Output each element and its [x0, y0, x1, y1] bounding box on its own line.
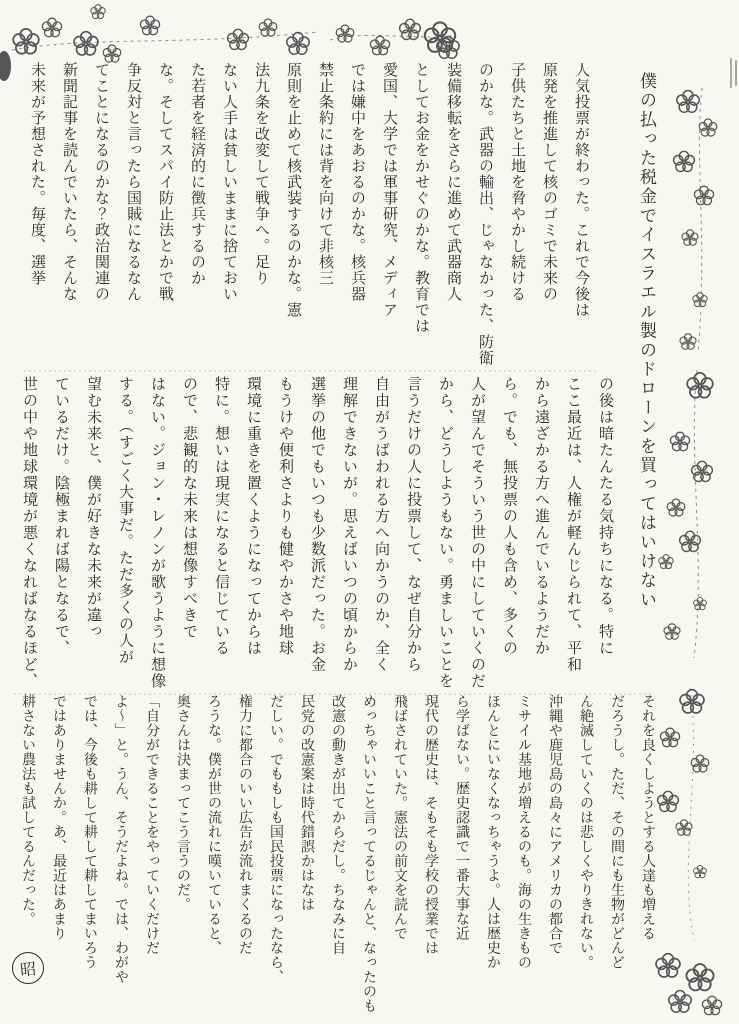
- text-column: 特に。想いは現実になると信じている: [213, 376, 231, 657]
- text-column: ているだけ。陰極まれば陽となるで、: [53, 376, 71, 657]
- text-column: な。そしてスパイ防止法とかで戦: [157, 62, 175, 302]
- text-band-middle: [14, 376, 622, 692]
- text-column: ない人手は貧しいままに捨ておい: [221, 62, 239, 302]
- text-column: 未来が予想された。毎度、選挙: [29, 62, 47, 286]
- text-column: 沖縄や鹿児島の島々にアメリカの都合で: [547, 694, 563, 955]
- text-band-top: [22, 62, 598, 368]
- text-column: 争反対と言ったら国賊になるなん: [125, 62, 143, 302]
- text-column: はない。ジョン・レノンが歌うように想像: [149, 376, 167, 690]
- text-column: 飛ばされていた。憲法の前文を読んで: [392, 694, 408, 941]
- text-column: 愛国、大学では軍事研究、メディア: [381, 62, 399, 318]
- text-column: ん絶滅していくのは悲しくやりきれない。: [578, 694, 594, 970]
- text-column: ろうな。僕が世の流れに嘆いていると、: [206, 694, 222, 955]
- text-column: 「自分ができることをやっていくだけだ: [144, 694, 160, 955]
- text-column: めっちゃいいこと言ってるじゃんと、なったのも: [361, 694, 377, 1013]
- text-column: ら学ばない。歴史認識で一番大事な近: [454, 694, 470, 941]
- plum-branch-right-icon: [656, 88, 722, 1015]
- text-column: のかな。武器の輸出、じゃなかった、防衛: [477, 62, 495, 366]
- text-column: する。（すごく大事だ。ただ多くの人が: [117, 376, 135, 666]
- text-column: 耕さない農法も試してるんだった。: [20, 694, 36, 926]
- text-column: だろうし。ただ、その間にも生物がどんど: [609, 694, 625, 970]
- text-column: 法九条を改変して戦争へ。足り: [253, 62, 271, 286]
- text-column: 原則を止めて核武装するのかな。憲: [285, 62, 303, 318]
- text-column: から、どうしようもない。勇ましいことを: [437, 376, 455, 690]
- text-column: た若者を経済的に徴兵するのか: [189, 62, 207, 286]
- text-column: では、今後も耕して耕して耕してまいろう: [82, 694, 98, 970]
- title-column: 僕の払った税金でイスラエル製のドローンを買ってはいけない: [636, 72, 656, 610]
- text-column: の後は暗たんたる気持ちになる。特に: [597, 376, 615, 657]
- text-column: よ〜」と。うん、そうだよね。では、わがや: [113, 694, 129, 984]
- text-column: 言うだけの人に投票して、なぜ自分から: [405, 376, 423, 673]
- text-column: 自由がうばわれる方へ向かうのか、全く: [373, 376, 391, 673]
- text-column: ので、悲観的な未来は想像すべきで: [181, 376, 199, 640]
- text-column: もうけや便利さよりも健やかさや地球: [277, 376, 295, 657]
- text-column: ここ最近は、人権が軽んじられて、平和: [565, 376, 583, 673]
- text-column: 禁止条約には背を向けて非核三: [317, 62, 335, 286]
- text-column: 装備移転をさらに進めて武器商人: [445, 62, 463, 302]
- text-column: 改憲の動きが出てからだし。ちなみに自: [330, 694, 346, 955]
- text-column: ら。でも、無投票の人も含め、多くの: [501, 376, 519, 657]
- text-column: 新聞記事を読んでいたら、そんな: [61, 62, 79, 302]
- text-column: 世の中や地球環境が悪くなればなるほど、: [21, 376, 39, 690]
- text-column: 環境に重きを置くようになってからは: [245, 376, 263, 657]
- text-column: 奥さんは決まってこう言うのだ。: [175, 694, 191, 912]
- text-column: ミサイル基地が増えるのも。海の生きもの: [516, 694, 532, 970]
- text-column: から遠ざかる方へ進んでいるようだか: [533, 376, 551, 657]
- text-column: 現代の歴史は、そもそも学校の授業では: [423, 694, 439, 955]
- text-column: 権力に都合のいい広告が流れまくるのだ: [237, 694, 253, 955]
- signature-character: 昭: [19, 958, 38, 980]
- text-column: としてお金をかせぐのかな。教育では: [413, 62, 431, 334]
- text-column: ほんとにいなくなっちゃうよ。人は歴史か: [485, 694, 501, 970]
- text-column: 選挙の他でもいつも少数派だった。お金: [309, 376, 327, 673]
- text-column: てことになるのかな？政治関連の: [93, 62, 111, 302]
- text-column: それを良くしようとする人達も増える: [640, 694, 656, 941]
- text-column: 子供たちと土地を脅やかし続ける: [509, 62, 527, 302]
- text-column: 望む未来と、僕が好きな未来が違っ: [85, 376, 103, 640]
- text-column: 人が望んでそういう世の中にしていくのだ: [469, 376, 487, 690]
- text-band-bottom: [12, 694, 663, 1016]
- text-column: 民党の改憲案は時代錯誤かはなは: [299, 694, 315, 912]
- text-column: ではありませんか。あ、最近はあまり: [51, 694, 67, 941]
- plum-branch-top-icon: [12, 5, 459, 62]
- text-column: 人気投票が終わった。これで今後は: [573, 62, 591, 318]
- text-column: 原発を推進して核のゴミで未来の: [541, 62, 559, 302]
- text-column: だしい。でももしも国民投票になったなら、: [268, 694, 284, 984]
- text-column: では嫌中をあおるのかな。核兵器: [349, 62, 367, 302]
- text-column: 理解できないが。思えばいつの頃からか: [341, 376, 359, 673]
